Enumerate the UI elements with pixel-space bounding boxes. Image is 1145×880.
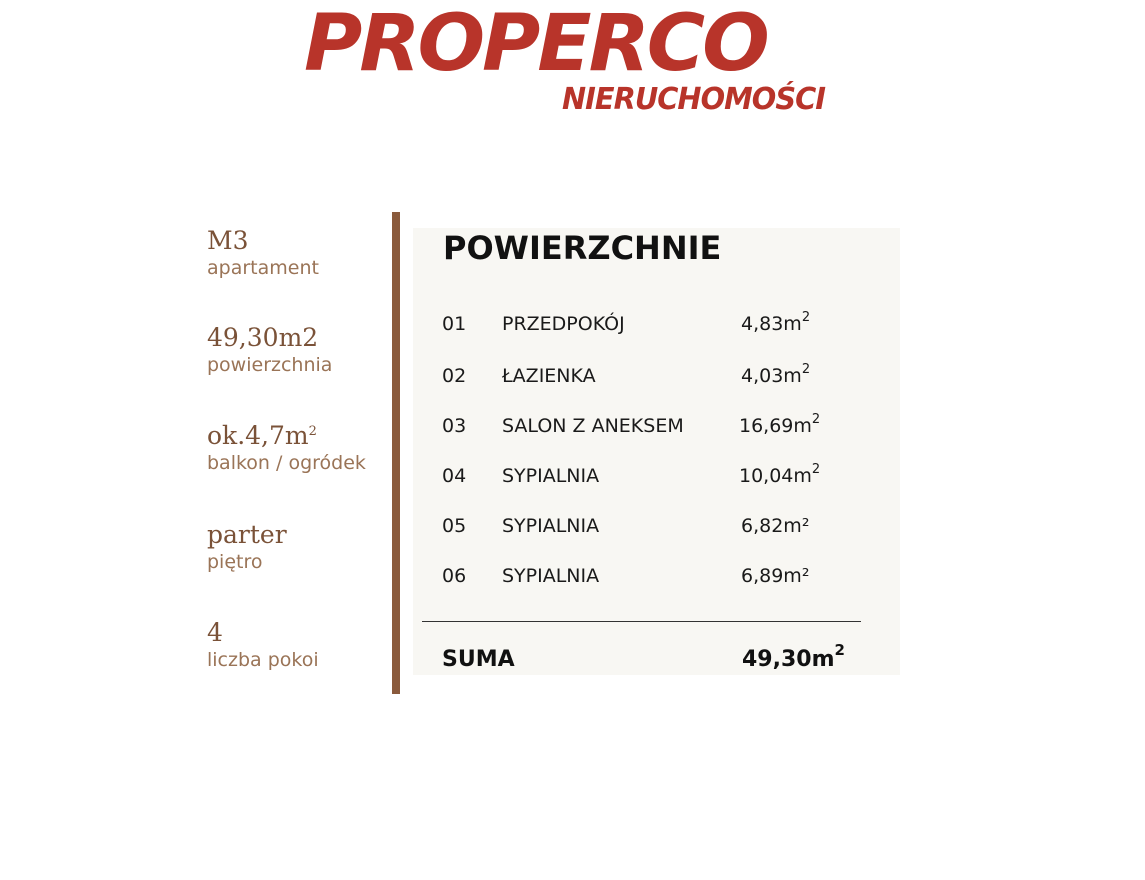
superscript: 2 (801, 310, 811, 325)
fact-value: 4 (207, 618, 223, 647)
sum-row (413, 641, 900, 676)
room-row (413, 309, 900, 339)
fact-label: apartament (207, 257, 319, 279)
superscript: 2 (834, 641, 845, 659)
room-number: 03 (442, 415, 467, 437)
superscript: 2 (308, 424, 317, 439)
superscript: 2 (811, 412, 821, 427)
company-logo (0, 0, 1145, 130)
fact-area (207, 323, 332, 377)
fact-type (207, 226, 319, 280)
sum-label: SUMA (442, 647, 515, 672)
room-area: $4,83m^2$ (741, 310, 811, 335)
room-name: SYPIALNIA (502, 565, 600, 587)
room-row (413, 561, 900, 591)
logo-subtitle: NIERUCHOMOŚCI (562, 82, 826, 117)
fact-rooms (207, 618, 319, 672)
room-name: SALON Z ANEKSEM (502, 415, 684, 437)
room-name: ŁAZIENKA (502, 365, 596, 387)
room-row (413, 361, 900, 391)
fact-balcony (207, 421, 366, 475)
room-area: $10,04m^2$ (739, 462, 821, 487)
room-number: 05 (442, 515, 467, 537)
sum-divider (422, 621, 861, 622)
areas-panel (413, 228, 900, 675)
logo-wordmark: PROPERCO (304, 0, 767, 89)
room-row (413, 411, 900, 441)
room-name: SYPIALNIA (502, 515, 600, 537)
room-area: 6,82m² (741, 515, 810, 537)
fact-label: powierzchnia (207, 354, 333, 376)
fact-value: $ok.4,7m^2$ (207, 421, 317, 450)
fact-value: parter (207, 520, 287, 549)
room-number: 02 (442, 365, 467, 387)
fact-value: 49,30m2 (207, 323, 319, 352)
sum-area: $49,30m^2$ (742, 641, 845, 672)
room-number: 01 (442, 313, 467, 335)
superscript: 2 (811, 462, 821, 477)
room-area: 6,89m² (741, 565, 810, 587)
fact-label: liczba pokoi (207, 649, 319, 671)
room-row (413, 511, 900, 541)
fact-label: balkon / ogródek (207, 452, 366, 474)
fact-label: piętro (207, 551, 263, 573)
fact-value: M3 (207, 226, 249, 255)
room-number: 06 (442, 565, 467, 587)
room-area: $16,69m^2$ (739, 412, 821, 437)
room-name: PRZEDPOKÓJ (502, 313, 625, 335)
fact-floor (207, 520, 287, 574)
superscript: 2 (801, 362, 811, 377)
room-number: 04 (442, 465, 467, 487)
room-area: $4,03m^2$ (741, 362, 811, 387)
room-name: SYPIALNIA (502, 465, 600, 487)
room-row (413, 461, 900, 491)
vertical-divider (392, 212, 400, 694)
panel-title: POWIERZCHNIE (443, 229, 722, 267)
